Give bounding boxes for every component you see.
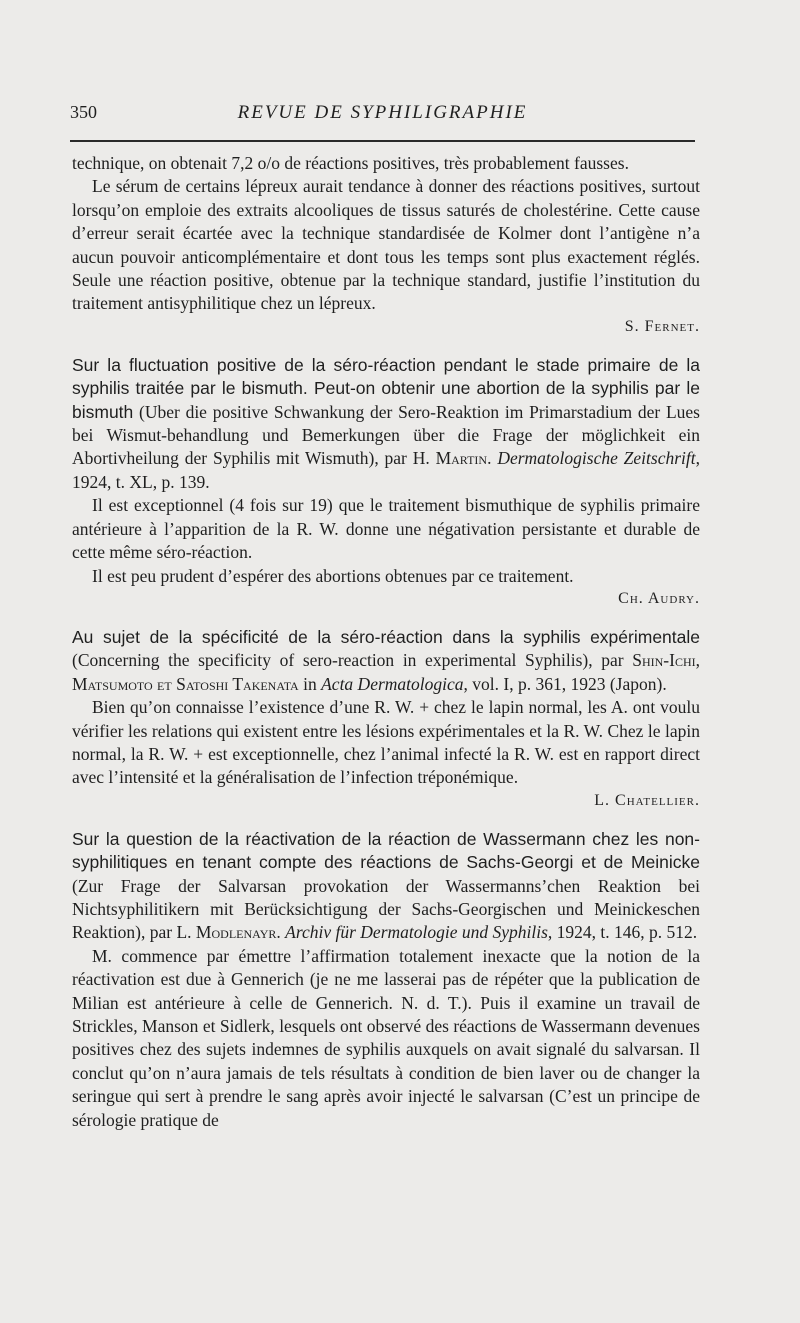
- journal-name: Dermatologische Zeitschrift: [497, 448, 696, 469]
- paragraph-with-signature: [72, 565, 700, 588]
- page-number: 350: [70, 102, 97, 122]
- page-header: [70, 102, 695, 132]
- reference-text: in: [298, 673, 322, 694]
- page-body: [72, 152, 700, 1132]
- author-name: Modlenayr: [195, 922, 277, 943]
- signature: Ch. Audry.: [618, 589, 700, 607]
- article-reactivation: [72, 828, 700, 1132]
- reference-text: .: [276, 922, 286, 943]
- reference-text: (Concerning the specificity of sero-reaction in experimental Syphilis), par: [72, 650, 633, 671]
- article-title: Sur la question de la réactivation de la réaction de Wassermann chez les non-syphilitiques en tenant compte des réactions de Sachs-Georgi et de Meinicke: [72, 828, 700, 873]
- paragraph: M. commence par émettre l’affirmation totalement inexacte que la notion de la réactivation est due à Gennerich (je ne me lasserai pas de répéter que la publication de Milian est antérieure à celle de Gennerich. N. d. T.). Puis il examine un travail de Strickles, Manson et Sidlerk, lesquels ont observé des réactions de Wassermann devenues positives chez des sujets indemnes de syphilis auxquels on avait signalé du salvarsan. Il conclut qu’on n’aura jamais de tels résultats à condition de bien laver ou de changer la seringue qui sert à prendre le sang après avoir injecté le salvarsan (C’est un principe de sérologie pratique de: [72, 945, 700, 1130]
- article-bismuth: [72, 354, 700, 610]
- journal-name: Acta Dermatologica: [321, 673, 464, 694]
- intro-section: [72, 152, 700, 338]
- journal-name: Archiv für Dermatologie und Syphilis: [285, 922, 548, 943]
- paragraph: Il est peu prudent d’espérer des abortions obtenues par ce traitement.: [92, 565, 574, 586]
- author-names: Shin-Ichi, Matsumoto et Satoshi Takenata: [72, 650, 700, 694]
- article-heading: [72, 828, 700, 945]
- reference-text: , 1924, t. XL, p. 139.: [72, 448, 701, 492]
- paragraph: Le sérum de certains lépreux aurait tendance à donner des réactions positives, surtout lorsqu’on emploie des extraits alcooliques de tissus saturés de cholestérine. Cette cause d’erreur serait écartée avec la technique standardisée de Kolmer dont l’antigène n’a aucun pouvoir anticomplémentaire et dont tous les temps sont plus exactement réglés. Seule une réaction positive, obtenue par la technique standard, justifie l’institution du traitement antisyphilitique chez un lépreux.: [72, 176, 700, 314]
- article-title: Sur la fluctuation positive de la séro-réaction pendant le stade primaire de la syphilis traitée par le bismuth. Peut-on obtenir une abortion de la syphilis par le bismuth: [72, 354, 700, 422]
- signature: L. Chatellier.: [594, 791, 700, 809]
- paragraph: Il est exceptionnel (4 fois sur 19) que le traitement bismuthique de syphilis primaire antérieure à l’apparition de la R. W. donne une négativation persistante et durable de cette même séro-réaction.: [72, 495, 700, 563]
- header-rule: [70, 140, 695, 142]
- paragraph: technique, on obtenait 7,2 o/o de réactions positives, très probablement fausses.: [72, 153, 629, 173]
- reference-text: , 1924, t. 146, p. 512.: [547, 922, 698, 943]
- article-title: Au sujet de la spécificité de la séro-réaction dans la syphilis expérimentale: [72, 626, 700, 647]
- reference-text: (Zur Frage der Salvarsan provokation der Wassermanns’chen Reaktion bei Nichtsyphilitikern mit Berücksichtigung der Sachs-Georgischen und Meinickeschen Reaktion), par L.: [72, 875, 700, 943]
- reference-text: , vol. I, p. 361, 1923 (Japon).: [463, 673, 667, 694]
- article-heading: [72, 626, 700, 696]
- signature: S. Fernet.: [624, 317, 700, 335]
- reference-text: (Uber die positive Schwankung der Sero-Reaktion im Primarstadium der Lues bei Wismut-behandlung und Bemerkungen über die Frage der möglichkeit ein Abortivheilung der Syphilis mit Wismuth), par H.: [72, 401, 700, 469]
- author-name: Martin: [435, 448, 488, 469]
- running-title: REVUE DE SYPHILIGRAPHIE: [237, 102, 528, 123]
- article-heading: [72, 354, 700, 494]
- reference-text: .: [487, 448, 498, 469]
- paragraph: Bien qu’on connaisse l’existence d’une R. W. + chez le lapin normal, les A. ont voulu vérifier les relations qui existent entre les lésions expérimentales et la R. W. Chez le lapin normal, la R. W. + est exceptionnelle, chez l’animal infecté la R. W. est en rapport direct avec l’intensité et la généralisation de l’infection tréponémique.: [72, 697, 700, 788]
- article-specificite: [72, 626, 700, 812]
